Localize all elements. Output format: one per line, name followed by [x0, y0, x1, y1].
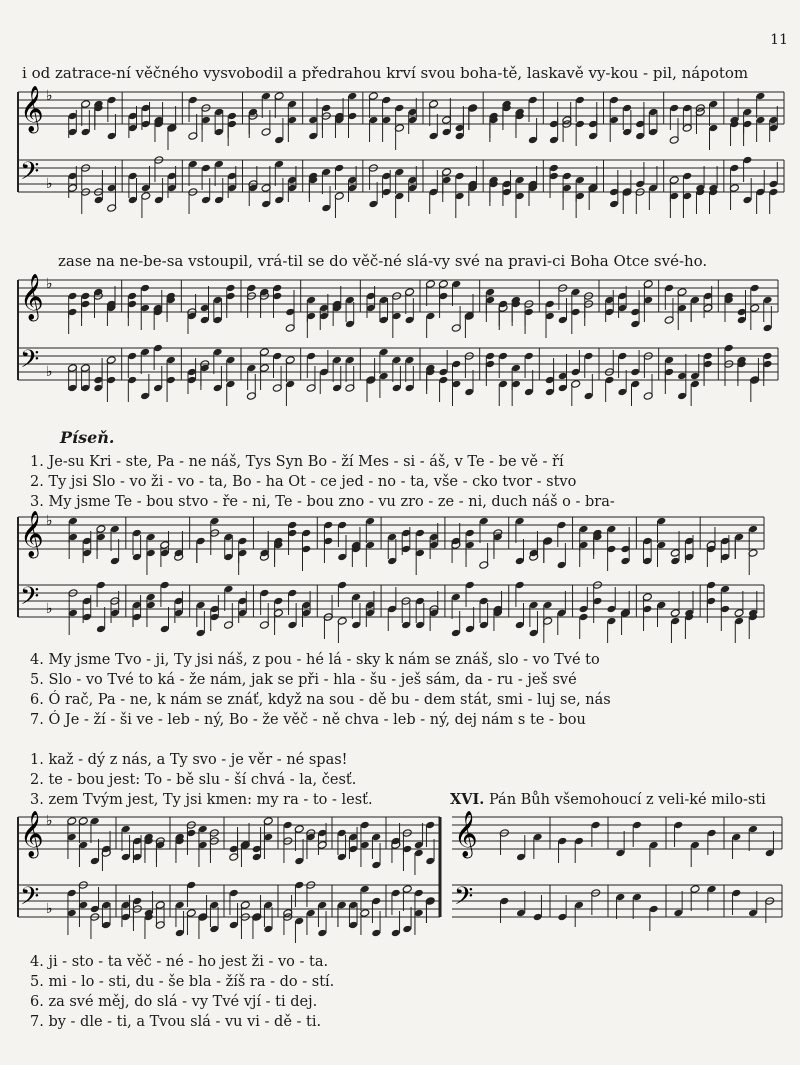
bass-clef: 𝄢 [20, 157, 40, 192]
song-heading: Píseň. [60, 428, 115, 447]
music-system-4 [0, 805, 800, 955]
bass-clef: 𝄢 [20, 882, 40, 917]
treble-clef: 𝄞 [20, 274, 44, 320]
verse-line: 2. te - bou jest: To - bě slu - ší chvá - la, česť. [30, 772, 357, 788]
verse-line: 3. zem Tvým jest, Ty jsi kmen: my ra - to - lesť. [30, 792, 373, 808]
music-system-3 [0, 505, 800, 655]
bass-clef: 𝄢 [20, 582, 40, 617]
verse-line: 6. za své měj, do slá - vy Tvé vjí - ti dej. [30, 994, 318, 1010]
bass-clef: 𝄢 [20, 345, 40, 380]
verse-line: 7. Ó Je - ží - ši ve - leb - ný, Bo - že věč - ně chva - leb - ný, dej nám s te - bou [30, 712, 586, 728]
verses-bottom [30, 952, 334, 1032]
verse-line: 5. mi - lo - sti, du - še bla - žíš ra - do - stí. [30, 974, 335, 990]
verse-line: 2. Ty jsi Slo - vo ži - vo - ta, Bo - ha Ot - ce jed - no - ta, vše - cko tvor - stvo [30, 474, 577, 490]
verse-line: 4. My jsme Tvo - ji, Ty jsi náš, z pou - hé lá - sky k nám se znáš, slo - vo Tvé to [30, 652, 600, 668]
treble-clef: 𝄞 [20, 86, 44, 132]
hymn-number: XVI. [450, 791, 485, 808]
flat-sign: ♭ [46, 176, 53, 192]
verse-line: 7. by - dle - ti, a Tvou slá - vu vi - dě - ti. [30, 1014, 322, 1030]
hymn-title-text: Pán Bůh všemohoucí z veli-ké milo-sti [488, 792, 766, 808]
verses-top [30, 452, 615, 512]
verses-lower [30, 750, 373, 810]
flat-sign: ♭ [46, 813, 53, 829]
music-system-1 [0, 80, 800, 220]
music-system-2 [0, 268, 800, 408]
treble-clef: 𝄞 [20, 811, 44, 857]
lyric-line-1: i od zatrace-ní věčného vysvobodil a předrahou krví svou boha-tě, laskavě vy-kou - pil, nápotom [22, 64, 749, 82]
verse-line: 6. Ó rač, Pa - ne, k nám se znáť, když na sou - dě bu - dem stát, smi - luj se, nás [30, 692, 611, 708]
verses-middle [30, 650, 611, 730]
verse-line: 1. Je-su Kri - ste, Pa - ne náš, Tys Syn Bo - ží Mes - si - áš, v Te - be vě - ří [30, 454, 564, 470]
page-number: 11 [770, 32, 788, 48]
flat-sign: ♭ [46, 901, 53, 917]
treble-clef: 𝄞 [454, 811, 478, 857]
flat-sign: ♭ [46, 513, 53, 529]
verse-line: 4. ji - sto - ta věč - né - ho jest ži - vo - ta. [30, 954, 329, 970]
flat-sign: ♭ [46, 364, 53, 380]
lyric-line-2: zase na ne-be-sa vstoupil, vrá-til se do věč-né slá-vy své na pravi-ci Boha Otce své-ho. [58, 252, 708, 270]
flat-sign: ♭ [46, 276, 53, 292]
bass-clef: 𝄢 [454, 882, 474, 917]
flat-sign: ♭ [46, 88, 53, 104]
treble-clef: 𝄞 [20, 511, 44, 557]
flat-sign: ♭ [46, 601, 53, 617]
verse-line: 5. Slo - vo Tvé to ká - že nám, jak se při - hla - šu - ješ sám, da - ru - ješ své [30, 672, 577, 688]
verse-line: 3. My jsme Te - bou stvo - ře - ni, Te - bou zno - vu zro - ze - ni, duch náš o - bra- [30, 494, 615, 510]
verse-line: 1. kaž - dý z nás, a Ty svo - je věr - né spas! [30, 752, 348, 768]
